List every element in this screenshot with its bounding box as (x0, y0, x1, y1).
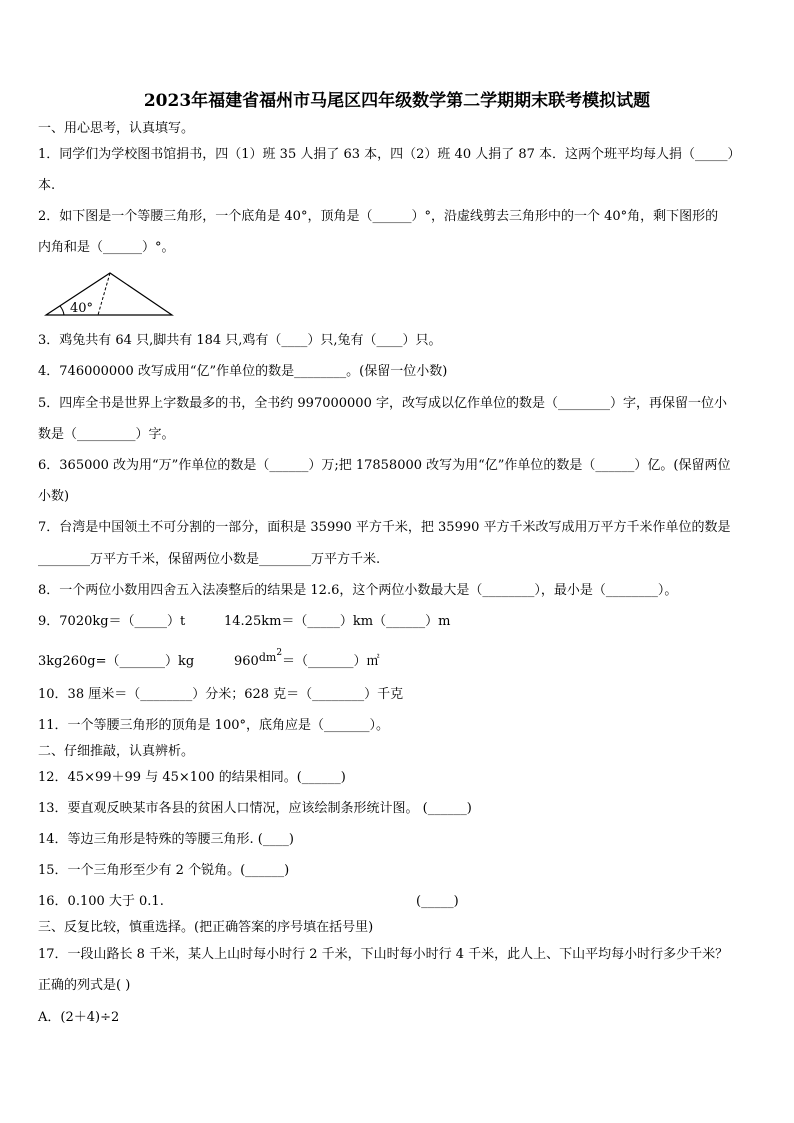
question-11: 11．一个等腰三角形的顶角是 100°，底角应是（_______）。 (38, 718, 389, 733)
angle-label: 40° (70, 301, 94, 316)
question-14: 14．等边三角形是特殊的等腰三角形. (____) (38, 832, 294, 847)
area-unit: dm (258, 651, 277, 664)
page-title: 2023年福建省福州市马尾区四年级数学第二学期期末联考模拟试题 (143, 91, 651, 111)
triangle-outline (46, 273, 172, 315)
question-9-part-4 (234, 648, 380, 671)
question-17-line-1: 17．一段山路长 8 千米，某人上山时每小时行 2 千米，下山时每小时行 4 千米，此人上、下山平均每小时行多少千米？ (38, 947, 729, 962)
question-10: 10．38 厘米＝（________）分米；628 克＝（________）千克 (38, 687, 404, 702)
question-5-line-2: 数是（_________）字。 (38, 427, 175, 442)
question-6-line-1: 6．365000 改为用“万”作单位的数是（______）万;把 17858000 改写为用“亿”作单位的数是（______）亿。(保留两位 (38, 458, 731, 473)
question-16: 16．0.100 大于 0.1. (38, 894, 164, 909)
question-12: 12．45×99＋99 与 45×100 的结果相同。(______) (38, 770, 346, 785)
question-17-line-2: 正确的列式是( ) (38, 978, 131, 993)
question-7-line-2: ________万平方千米，保留两位小数是________万平方千米. (38, 552, 381, 567)
area-unit-exponent: 2 (276, 648, 283, 658)
area-answer-blank: ＝（_______）㎡ (282, 654, 380, 669)
question-17-option-a: A．(2＋4)÷2 (38, 1010, 120, 1025)
question-13: 13．要直观反映某市各县的贫困人口情况，应该绘制条形统计图。 (______) (38, 801, 472, 816)
question-9-part-1: 9．7020kg＝（_____）t (38, 614, 186, 629)
question-15: 15．一个三角形至少有 2 个锐角。(______) (38, 863, 290, 878)
question-1-line-1: 1．同学们为学校图书馆捐书，四（1）班 35 人捐了 63 本，四（2）班 40 人捐了 87 本．这两个班平均每人捐（_____） (38, 147, 741, 162)
isosceles-triangle-figure (44, 270, 174, 318)
question-9-part-3: 3kg260g=（_______）kg (38, 654, 195, 669)
question-6-line-2: 小数) (38, 489, 70, 504)
question-5-line-1: 5．四库全书是世界上字数最多的书，全书约 997000000 字，改写成以亿作单位的数是（________）字，再保留一位小 (38, 396, 727, 411)
section-1-heading: 一、用心思考，认真填写。 (38, 121, 195, 136)
question-2-line-2: 内角和是（______）°。 (38, 240, 175, 255)
question-7-line-1: 7．台湾是中国领土不可分割的一部分，面积是 35990 平方千米，把 35990 平方千米改写成用万平方千米作单位的数是 (38, 520, 731, 535)
section-2-heading: 二、仔细推敲，认真辨析。 (38, 744, 195, 759)
question-4: 4．746000000 改写成用“亿”作单位的数是________。(保留一位小数) (38, 364, 448, 379)
question-16-answer-blank: (_____) (416, 894, 459, 909)
question-8: 8．一个两位小数用四舍五入法凑整后的结果是 12.6，这个两位小数最大是（________），最小是（________）。 (38, 583, 678, 598)
question-1-line-2: 本. (38, 178, 56, 193)
section-3-heading: 三、反复比较，慎重选择。(把正确答案的序号填在括号里) (38, 920, 374, 935)
question-2-line-1: 2．如下图是一个等腰三角形，一个底角是 40°，顶角是（______）°，沿虚线剪去三角形中的一个 40°角，剩下图形的 (38, 209, 719, 224)
question-3: 3．鸡兔共有 64 只,脚共有 184 只,鸡有（____）只,兔有（____）只。 (38, 333, 442, 348)
question-9-part-2: 14.25km＝（_____）km（______）m (224, 614, 451, 629)
angle-arc (60, 306, 64, 315)
area-value: 960 (234, 654, 259, 669)
